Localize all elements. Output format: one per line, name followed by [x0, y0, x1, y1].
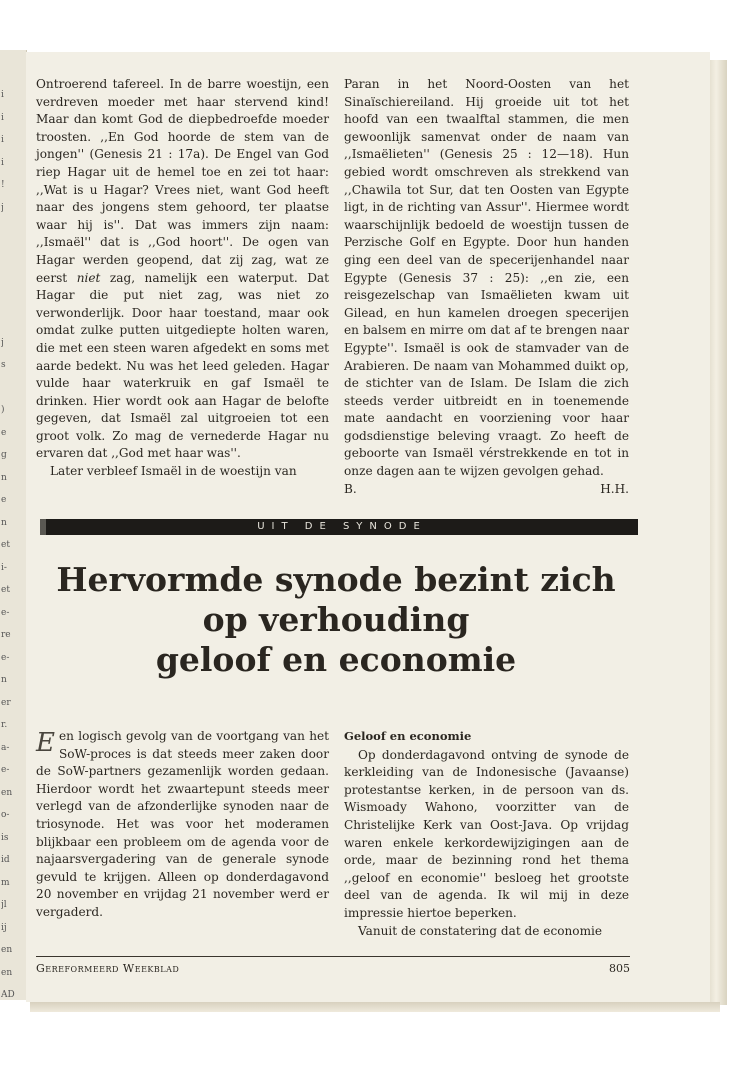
- headline-line: op verhouding: [202, 600, 470, 639]
- page-number: 805: [609, 962, 630, 975]
- magazine-name: Gereformeerd Weekblad: [36, 962, 180, 975]
- signature-right: H.H.: [600, 481, 629, 496]
- previous-page-edge: [0, 50, 27, 1000]
- prev-page-fragment: is: [1, 832, 9, 843]
- footer-rule: [36, 956, 630, 957]
- prev-page-fragment: en: [1, 945, 13, 955]
- prev-page-fragment: o-: [1, 810, 10, 820]
- prev-page-fragment: e-: [1, 652, 10, 663]
- headline-line: geloof en economie: [155, 640, 517, 679]
- page-stack-edge: [708, 60, 727, 1005]
- prev-page-fragment: e: [1, 427, 7, 438]
- prev-page-fragment: e-: [1, 607, 10, 618]
- paragraph: Vanuit de constatering dat de economie: [358, 923, 603, 938]
- prev-page-fragment: et: [1, 585, 10, 595]
- drop-cap: E: [36, 728, 55, 758]
- headline-line: Hervormde synode bezint zich: [56, 560, 616, 599]
- prev-page-fragment: en: [1, 787, 13, 798]
- prev-page-fragment: et: [1, 540, 10, 550]
- signature-left: B.: [344, 481, 357, 496]
- prev-page-fragment: er: [1, 697, 11, 708]
- prev-page-fragment: j: [1, 337, 4, 348]
- prev-page-fragment: i: [1, 90, 4, 100]
- prev-page-fragment: i: [1, 135, 4, 145]
- prev-page-fragment: a-: [1, 742, 10, 753]
- article-column-right: [344, 76, 629, 498]
- paragraph: Paran in het Noord-Oosten van het Sinaïschiereiland. Hij groeide uit tot het hoofd van een twaalftal stammen, die men gewoonlijk samenvat onder de naam van ,,Ismaëlieten'' (Genesis 25 : 12—18). Hun gebied wordt omschreven als strekkend van ,,Chawila tot Sur, dat ten Oosten van Egypte ligt, in de richting van Assur''. Hiermee wordt waarschijnlijk bedoeld de woestijn tussen de Perzische Golf en Egypte. Door hun handen ging een deel van de specerijenhandel naar Egypte (Genesis 37 : 25): ,,en zie, een reisgezelschap van Ismaëlieten kwam uit Gilead, en hun kamelen droegen specerijen en balsem en mirre om dat af te brengen naar Egypte''. Ismaël is ook de stamvader van de Arabieren. De naam van Mohammed duikt op, de stichter van de Islam. De Islam die zich steeds verder uitbreidt en in toenemende mate aandacht en voorziening voor haar godsdienstige beleving vraagt. Zo heeft de geboorte van Ismaël vérstrekkende en tot in onze dagen aan te wijzen gevolgen gehad.: [344, 77, 629, 479]
- prev-page-fragment: ): [1, 405, 5, 415]
- prev-page-fragment: jl: [1, 900, 7, 910]
- prev-page-fragment: n: [1, 472, 7, 483]
- prev-page-fragment: e-: [1, 765, 10, 775]
- section-banner: UIT DE SYNODE: [40, 519, 638, 535]
- prev-page-fragment: r.: [1, 720, 8, 730]
- prev-page-fragment: id: [1, 855, 10, 865]
- prev-page-fragment: e: [1, 495, 7, 505]
- paragraph: Een logisch gevolg van de voortgang van het SoW-proces is dat steeds meer zaken door de SoW-partners gezamenlijk worden gedaan. Hierdoor wordt het zwaartepunt steeds meer verlegd van de afzonderlijke synoden naar de triosynode. Het was voor het moderamen blijkbaar een probleem om de agenda voor de najaarsvergadering van de generale synode gevuld te krijgen. Alleen op donderdagavond 20 november en vrijdag 21 november werd er vergaderd.: [36, 728, 329, 919]
- signature: [344, 481, 629, 499]
- prev-page-fragment: m: [1, 877, 10, 888]
- prev-page-fragment: re: [1, 630, 11, 640]
- paragraph: Op donderdagavond ontving de synode de kerkleiding van de Indonesische (Javaanse) protestantse kerken, in de persoon van ds. Wismoady Wahono, voorzitter van de Christelijke Kerk van Oost-Java. Op vrijdag waren enkele kerkordewijzigingen aan de orde, maar de bezinning rond het thema ,,geloof en economie'' besloeg het grootste deel van de agenda. Ik wil mij in deze impressie hiertoe beperken.: [344, 747, 629, 920]
- subheading: Geloof en economie: [344, 729, 472, 743]
- article-column-left: [36, 76, 329, 481]
- prev-page-fragment: i: [1, 157, 4, 168]
- prev-page-fragment: n: [1, 517, 7, 528]
- prev-page-fragment: s: [1, 360, 6, 370]
- article-headline: [36, 560, 636, 680]
- paragraph: Ontroerend tafereel. In de barre woestijn, een verdreven moeder met haar stervend kind! Maar dan komt God de diepbedroefde moeder troosten. ,,En God hoorde de stem van de jongen'' (Genesis 21 : 17a). De Engel van God riep Hagar uit de hemel toe en zei tot haar: ,,Wat is u Hagar? Vrees niet, want God heeft naar des jongens stem gehoord, ter plaatse waar hij is''. Dat was immers zijn naam: ,,Ismaël'' dat is ,,God hoort''. De ogen van Hagar werden geopend, dat zij zag, wat ze eerst niet zag, namelijk een waterput. Dat Hagar die put niet zag, was niet zo verwonderlijk. Door haar toestand, maar ook omdat zulke putten uitgediepte holten waren, die met een steen waren afgedekt en soms met aarde bedekt. Nu was het leed geleden. Hagar vulde haar waterkruik en gaf Ismaël te drinken. Hier wordt ook aan Hagar de belofte gegeven, dat Ismaël zal uitgroeien tot een groot volk. Zo mag de vernederde Hagar nu ervaren dat ,,God met haar was''.: [36, 77, 329, 461]
- prev-page-fragment: AD: [1, 990, 15, 1000]
- prev-page-fragment: j: [1, 202, 4, 213]
- prev-page-fragment: n: [1, 675, 7, 685]
- prev-page-fragment: i-: [1, 562, 7, 573]
- paragraph: Later verbleef Ismaël in de woestijn van: [50, 464, 297, 479]
- prev-page-fragment: !: [1, 180, 5, 190]
- page-bottom-shadow: [30, 1002, 720, 1012]
- synode-column-right: [344, 728, 629, 940]
- prev-page-fragment: i: [1, 112, 4, 123]
- prev-page-fragment: en: [1, 967, 13, 978]
- emphasis: niet: [76, 270, 101, 285]
- prev-page-fragment: g: [1, 450, 7, 460]
- synode-column-left: [36, 728, 329, 922]
- prev-page-fragment: ij: [1, 922, 7, 933]
